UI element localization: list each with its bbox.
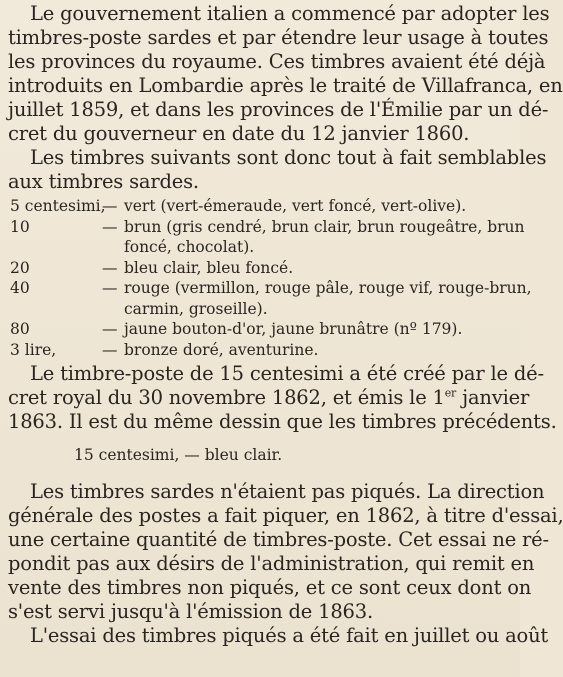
stamp-value: 40	[10, 279, 30, 297]
text-line: cret du gouverneur en date du 12 janvier 1860.	[8, 122, 470, 145]
text-fragment: janvier	[456, 386, 530, 409]
text-line: Les timbres sardes n'étaient pas piqués. La direction	[30, 480, 545, 503]
superscript: er	[444, 386, 457, 400]
text-line: L'essai des timbres piqués a été fait en juillet ou août	[30, 624, 549, 647]
stamp-dash: —	[102, 217, 118, 236]
text-line: Le gouvernement italien a commencé par adopter les	[30, 2, 550, 25]
stamp-dash: —	[102, 340, 118, 359]
paragraph-following-stamps	[8, 146, 547, 194]
stamp-value: 80	[10, 320, 30, 338]
text-line: les provinces du royaume. Ces timbres avaient été déjà	[8, 50, 546, 73]
stamp-colors: brun (gris cendré, brun clair, brun rougeâtre, brun	[124, 217, 525, 236]
text-line: 1863. Il est du même dessin que les timbres précédents.	[8, 410, 557, 433]
paragraph-trial	[8, 624, 549, 648]
text-line: juillet 1859, et dans les provinces de l'Émilie par un dé-	[8, 98, 549, 121]
paragraph-italian-government	[8, 2, 563, 146]
stamp-colors: rouge (vermillon, rouge pâle, rouge vif, rouge-brun,	[124, 279, 532, 297]
stamp-colors: bleu clair, bleu foncé.	[124, 258, 294, 277]
stamp-row	[8, 340, 508, 361]
stamp-row	[8, 217, 525, 238]
stamp-row	[8, 319, 508, 340]
stamp-row	[8, 258, 508, 279]
stamp-colors: vert (vert-émeraude, vert foncé, vert-olive).	[124, 197, 467, 215]
text-fragment: cret royal du 30 novembre 1862, et émis le 1	[8, 386, 445, 409]
text-line: Les timbres suivants sont donc tout à fait semblables	[30, 146, 547, 169]
text-line	[8, 386, 530, 410]
stamp-row-continuation	[8, 237, 508, 258]
stamp-row	[8, 196, 508, 217]
stamp-colors: bronze doré, aventurine.	[124, 340, 319, 359]
stamps-list	[8, 196, 532, 360]
stamp-value: 3 lire,	[10, 340, 57, 359]
stamp-dash: —	[102, 258, 118, 277]
stamp-colors: carmin, groseille).	[124, 299, 268, 318]
text-line: vente des timbres non piqués, et ce sont ceux dont on	[8, 576, 532, 599]
text-line: Le timbre-poste de 15 centesimi a été créé par le dé-	[30, 362, 544, 385]
paragraph-15-centesimi	[8, 362, 557, 434]
stamp-value: 5 centesimi,	[10, 197, 106, 215]
stamp-dash: —	[102, 279, 118, 297]
stamp-value: 10	[10, 217, 30, 236]
text-line: générale des postes a fait piquer, en 1862, à titre d'essai,	[8, 504, 563, 527]
stamp-dash: —	[102, 197, 118, 215]
stamp-value: 20	[10, 258, 30, 277]
text-line: s'est servi jusqu'à l'émission de 1863.	[8, 600, 373, 623]
single-stamp-entry: 15 centesimi, — bleu clair.	[74, 446, 283, 464]
stamp-row	[8, 278, 532, 299]
stamp-row-continuation	[8, 299, 508, 320]
stamp-colors: foncé, chocolat).	[124, 238, 255, 256]
text-line: une certaine quantité de timbres-poste. Cet essai ne ré-	[8, 528, 549, 551]
text-line: introduits en Lombardie après le traité de Villafranca, en	[8, 74, 563, 97]
stamp-colors: jaune bouton-d'or, jaune brunâtre (nº 179).	[124, 320, 463, 338]
text-line: timbres-poste sardes et par étendre leur usage à toutes	[8, 26, 549, 49]
text-line: pondit pas aux désirs de l'administration, qui remit en	[8, 552, 535, 575]
paragraph-perforation	[8, 480, 563, 624]
text-line: aux timbres sardes.	[8, 170, 199, 193]
stamp-dash: —	[102, 320, 118, 338]
